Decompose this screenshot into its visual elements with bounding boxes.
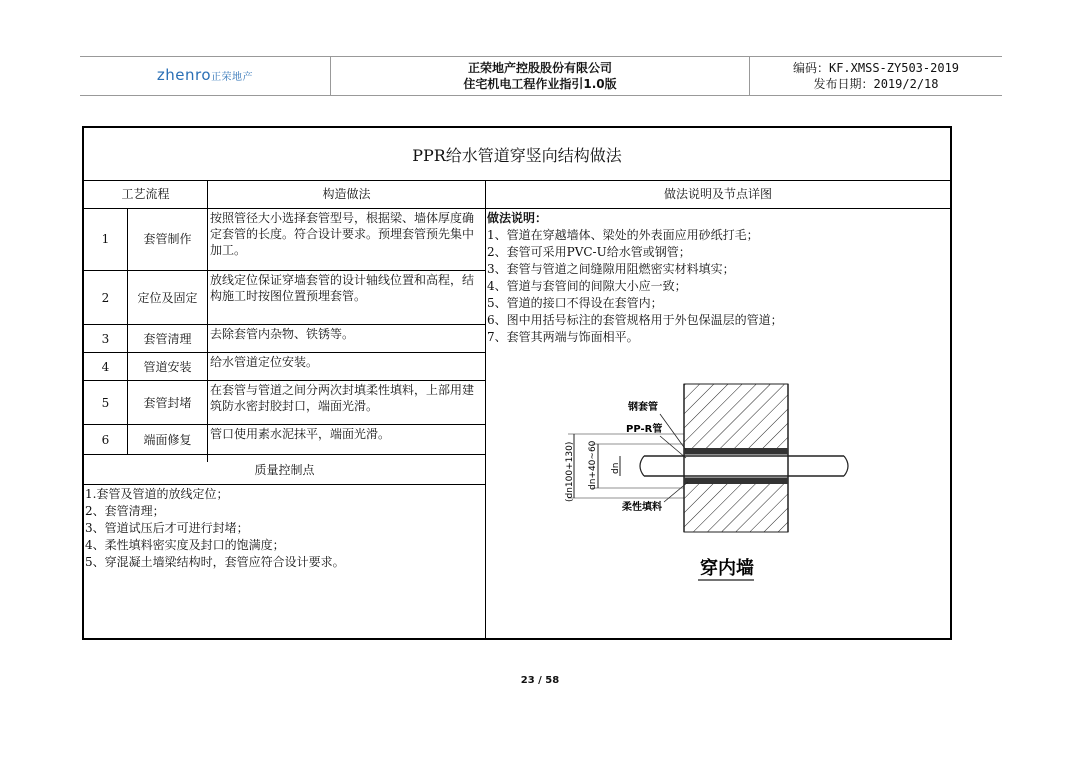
note-item: 5、管道的接口不得设在套管内； — [487, 296, 663, 310]
quality-item: 1.套管及管道的放线定位； — [85, 487, 229, 501]
row-5-no: 5 — [101, 395, 110, 410]
page-number: 23 / 58 — [520, 675, 560, 686]
note-item: 7、套管其两端与饰面相平。 — [487, 330, 639, 344]
publish-date: 发布日期：2019/2/18 — [813, 77, 939, 91]
wall-section — [684, 384, 788, 532]
note-item: 6、图中用括号标注的套管规格用于外包保温层的管道； — [487, 313, 783, 327]
header-detail: 做法说明及节点详图 — [663, 187, 772, 201]
row-2-method: 放线定位保证穿墙套管的设计轴线位置和高程，结构施工时按图位置预埋套管。 — [210, 273, 475, 303]
header-title-block — [330, 57, 750, 95]
notes-title: 做法说明： — [487, 211, 548, 225]
dim-outer-label: (dn100+130) — [565, 441, 575, 502]
note-item: 1、管道在穿越墙体、梁处的外表面应用砂纸打毛； — [487, 228, 759, 242]
row-1-method: 按照管径大小选择套管型号，根据梁、墙体厚度确定套管的长度。符合设计要求。预埋套管预先集中加工。 — [210, 211, 475, 257]
quality-item: 5、穿混凝土墙梁结构时，套管应符合设计要求。 — [85, 555, 345, 569]
row-6-method: 管口使用素水泥抹平，端面光滑。 — [210, 427, 391, 441]
filler-label: 柔性填料 — [622, 502, 662, 513]
steel-sleeve-label: 钢套管 — [628, 402, 658, 413]
note-item: 2、套管可采用PVC-U给水管或钢管； — [487, 245, 691, 259]
page-header — [80, 56, 1002, 96]
notes-block — [487, 210, 947, 346]
header-meta — [751, 57, 1001, 95]
row-2-name: 定位及固定 — [137, 290, 198, 305]
row-6-name: 端面修复 — [143, 432, 192, 447]
quality-item: 2、套管清理； — [85, 504, 165, 518]
row-1-no: 1 — [101, 232, 110, 246]
header-process: 工艺流程 — [121, 187, 170, 201]
row-1-name: 套管制作 — [143, 232, 192, 246]
dim-dn-label: dn — [611, 462, 621, 474]
row-2-no: 2 — [101, 290, 110, 305]
table-title: PPR给水管道穿竖向结构做法 — [84, 128, 950, 181]
dim-inner-label: dn+40~60 — [588, 440, 598, 490]
quality-list — [85, 486, 483, 571]
document-title: 住宅机电工程作业指引1.0版 — [463, 77, 617, 91]
note-item: 3、套管与管道之间缝隙用阻燃密实材料填实； — [487, 262, 735, 276]
header-method: 构造做法 — [322, 187, 371, 201]
row-5-method: 在套管与管道之间分两次封填柔性填料，上部用建筑防水密封胶封口，端面光滑。 — [210, 383, 475, 413]
row-4-no: 4 — [101, 359, 110, 374]
quality-item: 3、管道试压后才可进行封堵； — [85, 521, 249, 535]
drawing-caption: 穿内墙 — [700, 558, 754, 579]
quality-title: 质量控制点 — [254, 462, 315, 477]
row-3-method: 去除套管内杂物、铁锈等。 — [210, 327, 355, 341]
main-table — [82, 126, 952, 640]
logo-sub: 正荣地产 — [211, 71, 254, 83]
company-logo — [80, 57, 330, 95]
row-3-no: 3 — [101, 331, 110, 346]
ppr-pipe — [640, 456, 848, 476]
steel-sleeve — [684, 448, 788, 484]
dimension-lines — [568, 434, 684, 498]
wall-sleeve-drawing — [564, 378, 854, 610]
row-6-no: 6 — [101, 432, 110, 447]
company-name: 正荣地产控股股份有限公司 — [467, 61, 612, 75]
row-4-method: 给水管道定位安装。 — [210, 355, 319, 369]
quality-item: 4、柔性填料密实度及封口的饱满度； — [85, 538, 285, 552]
note-item: 4、管道与套管间的间隙大小应一致； — [487, 279, 687, 293]
row-4-name: 管道安装 — [143, 359, 192, 374]
logo-text: zhenro — [156, 65, 212, 84]
row-5-name: 套管封堵 — [143, 395, 192, 410]
ppr-label: PP-R管 — [626, 424, 663, 435]
document-code: 编码：KF.XMSS-ZY503-2019 — [792, 61, 960, 75]
row-3-name: 套管清理 — [143, 331, 192, 346]
